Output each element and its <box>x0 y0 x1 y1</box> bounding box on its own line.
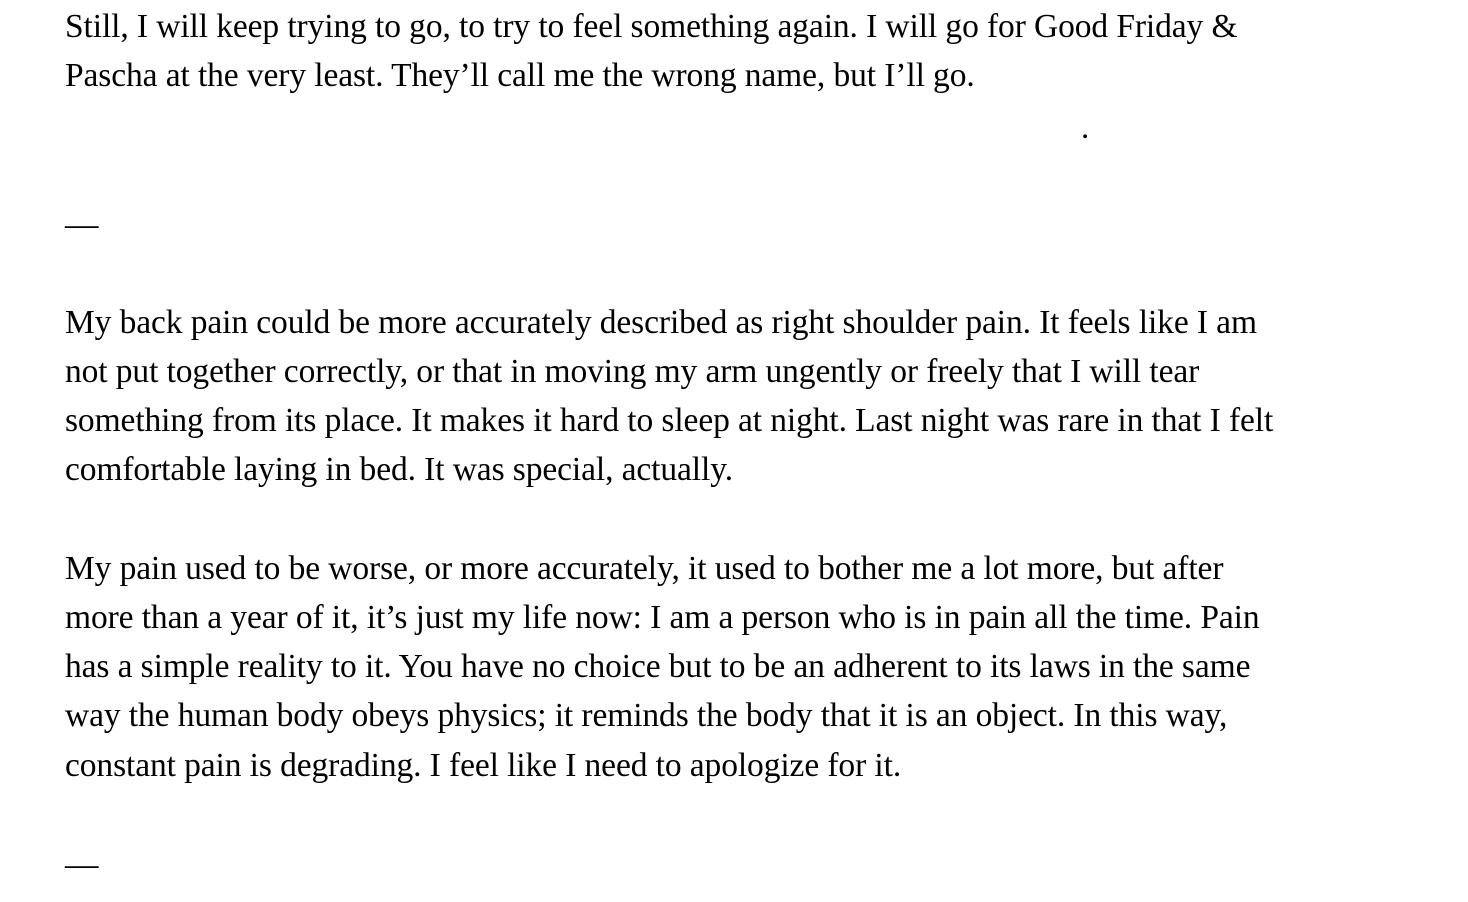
paragraph-line: something from its place. It makes it hard to sleep at night. Last night was rare in that I felt <box>65 402 1274 439</box>
paragraph-line: not put together correctly, or that in moving my arm ungently or freely that I will tear <box>65 353 1200 390</box>
paragraph-line: Pascha at the very least. They’ll call me the wrong name, but I’ll go. <box>65 57 975 94</box>
paragraph-line: more than a year of it, it’s just my life now: I am a person who is in pain all the time. Pain <box>65 599 1260 636</box>
paragraph-line: Still, I will keep trying to go, to try to feel something again. I will go for Good Friday & <box>65 8 1238 45</box>
paragraph-line: has a simple reality to it. You have no choice but to be an adherent to its laws in the same <box>65 648 1251 685</box>
paragraph-line: constant pain is degrading. I feel like I need to apologize for it. <box>65 747 902 784</box>
section-separator: — <box>65 206 99 243</box>
stray-mark: . <box>1081 110 1090 146</box>
section-separator: — <box>65 846 99 883</box>
paragraph-line: My pain used to be worse, or more accurately, it used to bother me a lot more, but after <box>65 550 1224 587</box>
paragraph-line: My back pain could be more accurately described as right shoulder pain. It feels like I am <box>65 304 1257 341</box>
paragraph-line: comfortable laying in bed. It was special, actually. <box>65 451 733 488</box>
paragraph-line: way the human body obeys physics; it reminds the body that it is an object. In this way, <box>65 697 1228 734</box>
